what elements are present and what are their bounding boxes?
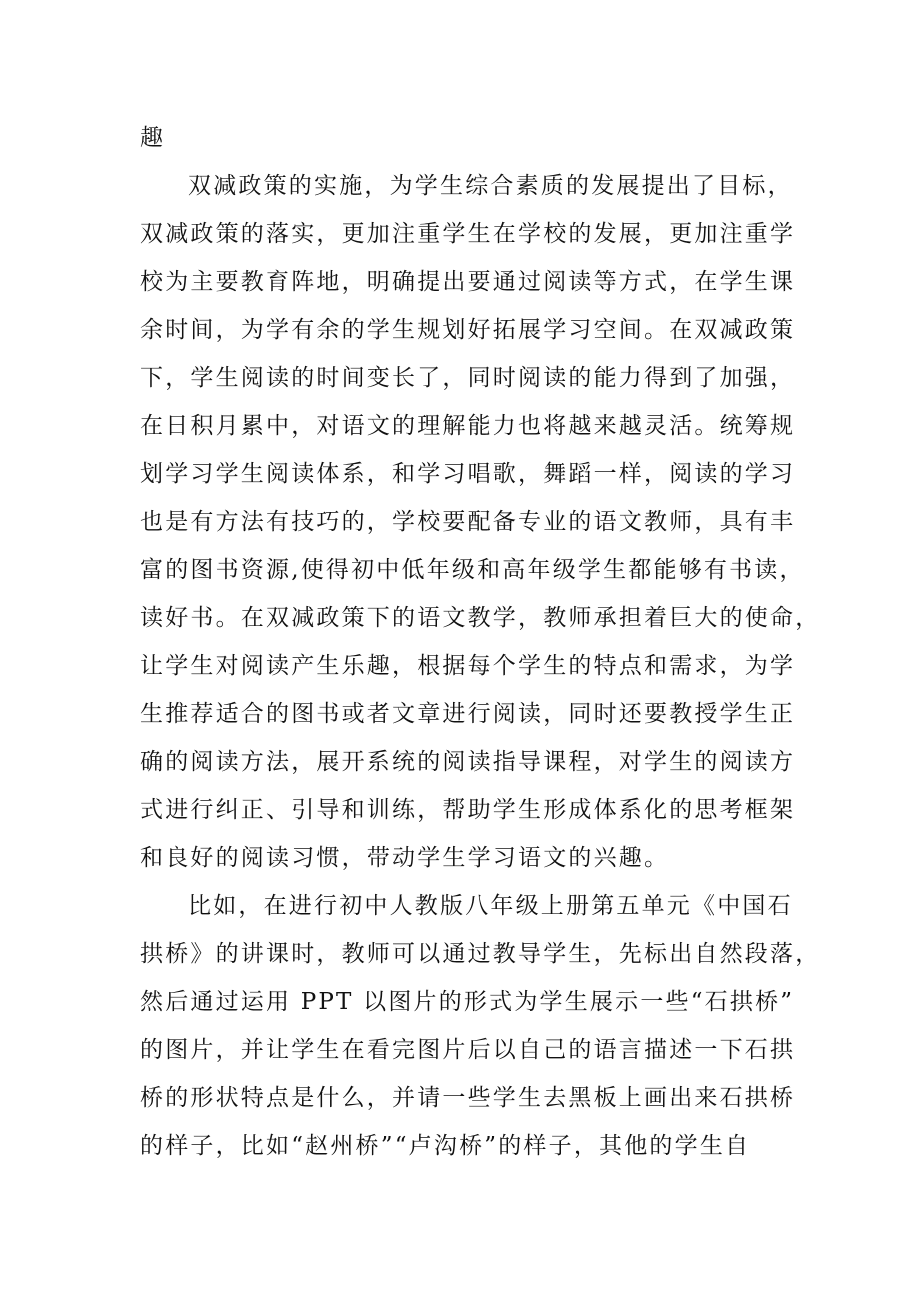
text-line: 下，学生阅读的时间变长了，同时阅读的能力得到了加强，	[140, 365, 796, 391]
text-line: 双减政策的落实，更加注重学生在学校的发展，更加注重学	[140, 221, 796, 247]
text-line: 余时间，为学有余的学生规划好拓展学习空间。在双减政策	[140, 317, 796, 343]
text-line: 划学习学生阅读体系，和学习唱歌，舞蹈一样，阅读的学习	[140, 461, 796, 487]
text-line: 让学生对阅读产生乐趣，根据每个学生的特点和需求，为学	[140, 653, 796, 679]
text-line: 在日积月累中，对语文的理解能力也将越来越灵活。统筹规	[140, 413, 796, 439]
text-line: 和良好的阅读习惯，带动学生学习语文的兴趣。	[140, 845, 670, 871]
text-line: 的样子，比如“赵州桥”“卢沟桥”的样子，其他的学生自	[140, 1133, 751, 1159]
paragraph-start-line: 双减政策的实施，为学生综合素质的发展提出了目标，	[188, 173, 793, 199]
text-line: 桥的形状特点是什么，并请一些学生去黑板上画出来石拱桥	[140, 1085, 796, 1111]
text-line: 也是有方法有技巧的，学校要配备专业的语文教师，具有丰	[140, 509, 796, 535]
text-line: 富的图书资源,使得初中低年级和高年级学生都能够有书读，	[140, 557, 805, 583]
text-line: 校为主要教育阵地，明确提出要通过阅读等方式，在学生课	[140, 269, 796, 295]
text-line: 的图片，并让学生在看完图片后以自己的语言描述一下石拱	[140, 1037, 796, 1063]
text-line: 确的阅读方法，展开系统的阅读指导课程，对学生的阅读方	[140, 749, 796, 775]
paragraph-start-line: 比如，在进行初中人教版八年级上册第五单元《中国石	[188, 893, 793, 919]
text-line: 生推荐适合的图书或者文章进行阅读，同时还要教授学生正	[140, 701, 796, 727]
body-text	[140, 114, 821, 1170]
text-line: 拱桥》的讲课时，教师可以通过教导学生，先标出自然段落，	[140, 941, 821, 967]
text-line: 读好书。在双减政策下的语文教学，教师承担着巨大的使命，	[140, 605, 821, 631]
text-line: 趣	[140, 125, 166, 151]
text-line: 然后通过运用 PPT 以图片的形式为学生展示一些“石拱桥”	[140, 989, 795, 1015]
text-line: 式进行纠正、引导和训练，帮助学生形成体系化的思考框架	[140, 797, 796, 823]
